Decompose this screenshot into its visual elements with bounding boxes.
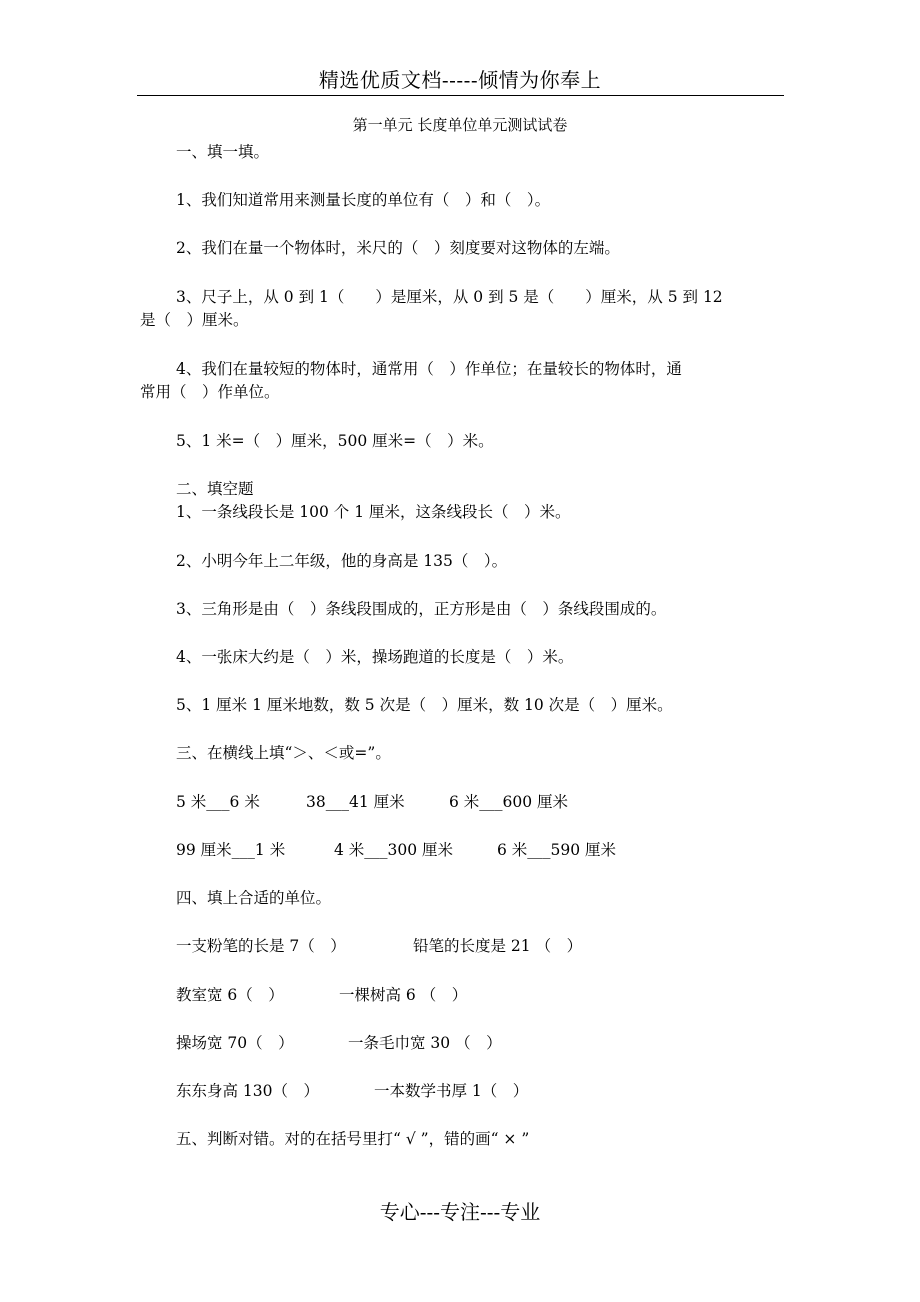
- section2-question-1: 1、一条线段长是 100 个 1 厘米，这条线段长（ ）米。: [176, 503, 571, 521]
- unit-item: 一支粉笔的长是 7（ ）: [176, 937, 346, 955]
- comparison-item: 99 厘米___1 米: [176, 841, 286, 859]
- unit-row: [176, 1079, 528, 1101]
- section1-question-2: 2、我们在量一个物体时，米尺的（ ）刻度要对这物体的左端。: [176, 239, 620, 257]
- section2-heading: 二、填空题: [176, 480, 254, 498]
- unit-item: 东东身高 130（ ）: [176, 1082, 320, 1100]
- section1-question-4: 4、我们在量较短的物体时，通常用（ ）作单位；在量较长的物体时，通: [176, 360, 682, 378]
- section1-question-1: 1、我们知道常用来测量长度的单位有（ ）和（ ）。: [176, 191, 551, 209]
- comparison-item: 5 米___6 米: [176, 793, 260, 811]
- unit-row: [176, 983, 467, 1005]
- unit-item: 一棵树高 6 （ ）: [339, 986, 468, 1004]
- section1-question-3: 3、尺子上，从 0 到 1（ ）是厘米，从 0 到 5 是（ ）厘米，从 5 到 12: [176, 288, 723, 306]
- page-header: 精选优质文档-----倾情为你奉上: [318, 68, 602, 92]
- section2-question-3: 3、三角形是由（ ）条线段围成的，正方形是由（ ）条线段围成的。: [176, 600, 667, 618]
- section2-question-2: 2、小明今年上二年级，他的身高是 135（ ）。: [176, 552, 508, 570]
- comparison-item: 4 米___300 厘米: [334, 841, 454, 859]
- section1-heading: 一、填一填。: [176, 143, 270, 161]
- comparison-row: [176, 790, 568, 812]
- unit-item: 一本数学书厚 1（ ）: [374, 1082, 529, 1100]
- unit-row: [176, 1031, 502, 1053]
- section1-question-3-continued: 是（ ）厘米。: [140, 311, 249, 329]
- section1-question-5: 5、1 米=（ ）厘米，500 厘米=（ ）米。: [176, 432, 494, 450]
- unit-item: 操场宽 70（ ）: [176, 1034, 294, 1052]
- comparison-item: 38___41 厘米: [306, 793, 405, 811]
- section2-question-5: 5、1 厘米 1 厘米地数，数 5 次是（ ）厘米，数 10 次是（ ）厘米。: [176, 696, 673, 714]
- section1-question-4-continued: 常用（ ）作单位。: [140, 383, 280, 401]
- header-divider: [137, 95, 784, 96]
- section5-heading: 五、判断对错。对的在括号里打“ √ ”，错的画“ × ”: [176, 1130, 530, 1148]
- comparison-item: 6 米___600 厘米: [449, 793, 569, 811]
- section3-heading: 三、在横线上填“＞、＜或=”。: [176, 744, 391, 762]
- page-footer: 专心---专注---专业: [379, 1200, 541, 1224]
- unit-item: 教室宽 6（ ）: [176, 986, 284, 1004]
- section2-question-4: 4、一张床大约是（ ）米，操场跑道的长度是（ ）米。: [176, 648, 574, 666]
- document-title: 第一单元 长度单位单元测试试卷: [352, 116, 568, 134]
- comparison-item: 6 米___590 厘米: [497, 841, 617, 859]
- section4-heading: 四、填上合适的单位。: [176, 889, 332, 907]
- unit-row: [176, 934, 582, 956]
- unit-item: 铅笔的长度是 21 （ ）: [413, 937, 583, 955]
- unit-item: 一条毛巾宽 30 （ ）: [348, 1034, 502, 1052]
- comparison-row: [176, 838, 616, 860]
